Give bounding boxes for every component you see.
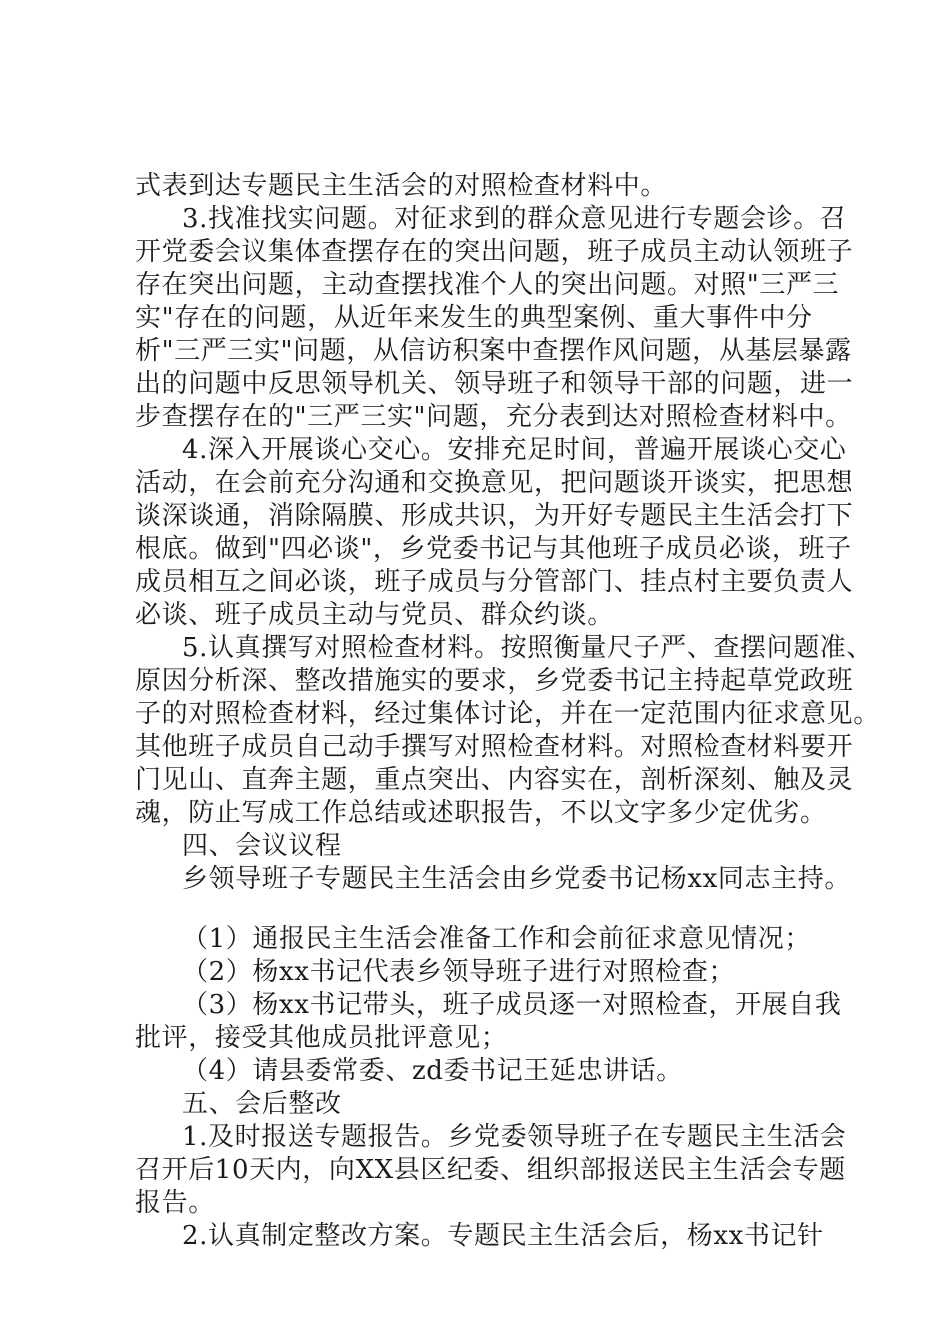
text-line: 必谈、班子成员主动与党员、群众约谈。 xyxy=(135,600,614,630)
text-line: 3.找准找实问题。对征求到的群众意见进行专题会诊。召 xyxy=(182,204,847,234)
text-line: 魂，防止写成工作总结或述职报告，不以文字多少定优劣。 xyxy=(135,798,827,828)
text-line: 步查摆存在的"三严三实"问题，充分表到达对照检查材料中。 xyxy=(135,402,852,432)
section-heading: 四、会议议程 xyxy=(182,831,342,861)
text-line: 1.及时报送专题报告。乡党委领导班子在专题民主生活会 xyxy=(182,1122,847,1152)
agenda-item: （4）请县委常委、zd委书记王延忠讲话。 xyxy=(182,1056,683,1086)
section-heading: 五、会后整改 xyxy=(182,1089,342,1119)
text-line: 乡领导班子专题民主生活会由乡党委书记杨xx同志主持。 xyxy=(182,864,851,894)
text-line: 门见山、直奔主题，重点突出、内容实在，剖析深刻、触及灵 xyxy=(135,765,854,795)
text-line: 成员相互之间必谈，班子成员与分管部门、挂点村主要负责人 xyxy=(135,567,854,597)
text-line: 存在突出问题，主动查摆找准个人的突出问题。对照"三严三 xyxy=(135,270,840,300)
text-line: 其他班子成员自己动手撰写对照检查材料。对照检查材料要开 xyxy=(135,732,854,762)
text-line: 开党委会议集体查摆存在的突出问题，班子成员主动认领班子 xyxy=(135,237,854,267)
text-line: 谈深谈通，消除隔膜、形成共识，为开好专题民主生活会打下 xyxy=(135,501,854,531)
text-line: 析"三严三实"问题，从信访积案中查摆作风问题，从基层暴露 xyxy=(135,336,852,366)
text-line: 批评，接受其他成员批评意见； xyxy=(135,1023,508,1053)
text-line: 4.深入开展谈心交心。安排充足时间，普遍开展谈心交心 xyxy=(182,435,847,465)
text-line: 出的问题中反思领导机关、领导班子和领导干部的问题，进一 xyxy=(135,369,854,399)
text-line: 子的对照检查材料，经过集体讨论，并在一定范围内征求意见。 xyxy=(135,699,880,729)
text-line: 2.认真制定整改方案。专题民主生活会后，杨xx书记针 xyxy=(182,1221,824,1251)
text-line: 式表到达专题民主生活会的对照检查材料中。 xyxy=(135,171,668,201)
text-line: 实"存在的问题，从近年来发生的典型案例、重大事件中分 xyxy=(135,303,813,333)
agenda-item: （2）杨xx书记代表乡领导班子进行对照检查； xyxy=(182,957,736,987)
agenda-item: （3）杨xx书记带头，班子成员逐一对照检查，开展自我 xyxy=(182,990,842,1020)
text-line: 召开后10天内，向XX县区纪委、组织部报送民主生活会专题 xyxy=(135,1155,846,1185)
text-line: 报告。 xyxy=(135,1188,215,1218)
text-line: 5.认真撰写对照检查材料。按照衡量尺子严、查摆问题准、 xyxy=(182,633,874,663)
agenda-item: （1）通报民主生活会准备工作和会前征求意见情况； xyxy=(182,924,811,954)
text-line: 活动，在会前充分沟通和交换意见，把问题谈开谈实，把思想 xyxy=(135,468,854,498)
text-line: 原因分析深、整改措施实的要求，乡党委书记主持起草党政班 xyxy=(135,666,854,696)
text-line: 根底。做到"四必谈"，乡党委书记与其他班子成员必谈，班子 xyxy=(135,534,852,564)
